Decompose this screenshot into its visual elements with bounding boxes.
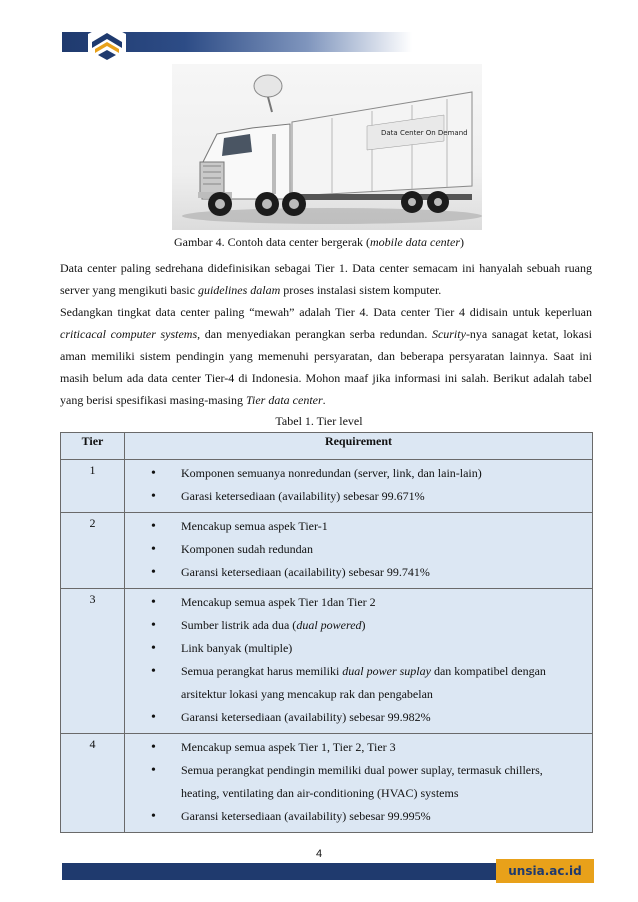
tier-level-table — [60, 432, 593, 833]
header-requirement: Requirement — [125, 433, 593, 460]
table-title: Tabel 1. Tier level — [275, 414, 363, 428]
trailer-banner: Data Center On Demand — [381, 129, 468, 137]
list-item: • Garasi ketersediaan (availability) sebesar 99.671% — [131, 485, 586, 508]
list-item: • Mencakup semua aspek Tier-1 — [131, 515, 586, 538]
list-item: • Semua perangkat harus memiliki dual power suplay dan kompatibel dengan arsitektur lokasi yang mencakup rak dan pengabelan — [131, 660, 586, 706]
paragraph-tier4: Sedangkan tingkat data center paling “mewah” adalah Tier 4. Data center Tier 4 didisain untuk keperluan criticacal computer systems, dan menyediakan perangkan serba redundan. Scurity-nya sanagat ketat, lokasi aman memiliki sistem pendingin yang memenuhi persyaratan, dan beberapa persyaratan lainnya. Saat ini masih belum ada data center Tier-4 di Indonesia. Mohon maaf jika informasi ini salah. Berikut adalah tabel yang berisi spesifikasi masing-masing Tier data center. — [60, 305, 592, 407]
tier-number: 1 — [61, 460, 125, 513]
header-tier: Tier — [61, 433, 125, 460]
figure-caption: Gambar 4. Contoh data center bergerak (mobile data center) — [173, 235, 464, 249]
list-item: • Komponen sudah redundan — [131, 538, 586, 561]
tier-number: 2 — [61, 513, 125, 589]
list-item: • Mencakup semua aspek Tier 1, Tier 2, Tier 3 — [131, 736, 586, 759]
paragraph-tier1: Data center paling sedrehana didefinisikan sebagai Tier 1. Data center semacam ini hanyalah sebuah ruang server yang mengikuti basic guidelines dalam proses instalasi sistem komputer. — [60, 261, 592, 297]
list-item: • Garansi ketersediaan (availability) sebesar 99.995% — [131, 805, 586, 828]
table-row — [61, 589, 593, 734]
list-item: • Garansi ketersediaan (availability) sebesar 99.982% — [131, 706, 586, 729]
table-row — [61, 460, 593, 513]
list-item: • Link banyak (multiple) — [131, 637, 586, 660]
page-number: 4 — [315, 848, 323, 860]
mobile-data-center-photo — [172, 64, 482, 230]
list-item: • Garansi ketersediaan (acailability) sebesar 99.741% — [131, 561, 586, 584]
table-row — [61, 734, 593, 833]
tier-number: 4 — [61, 734, 125, 833]
list-item: • Sumber listrik ada dua (dual powered) — [131, 614, 586, 637]
list-item: • Komponen semuanya nonredundan (server, link, dan lain-lain) — [131, 462, 586, 485]
list-item: • Mencakup semua aspek Tier 1dan Tier 2 — [131, 591, 586, 614]
university-logo — [86, 22, 128, 64]
list-item: • Semua perangkat pendingin memiliki dual power suplay, termasuk chillers, heating, ventilating dan air-conditioning (HVAC) systems — [131, 759, 586, 805]
tier-number: 3 — [61, 589, 125, 734]
site-badge: unsia.ac.id — [496, 859, 594, 883]
table-row — [61, 513, 593, 589]
